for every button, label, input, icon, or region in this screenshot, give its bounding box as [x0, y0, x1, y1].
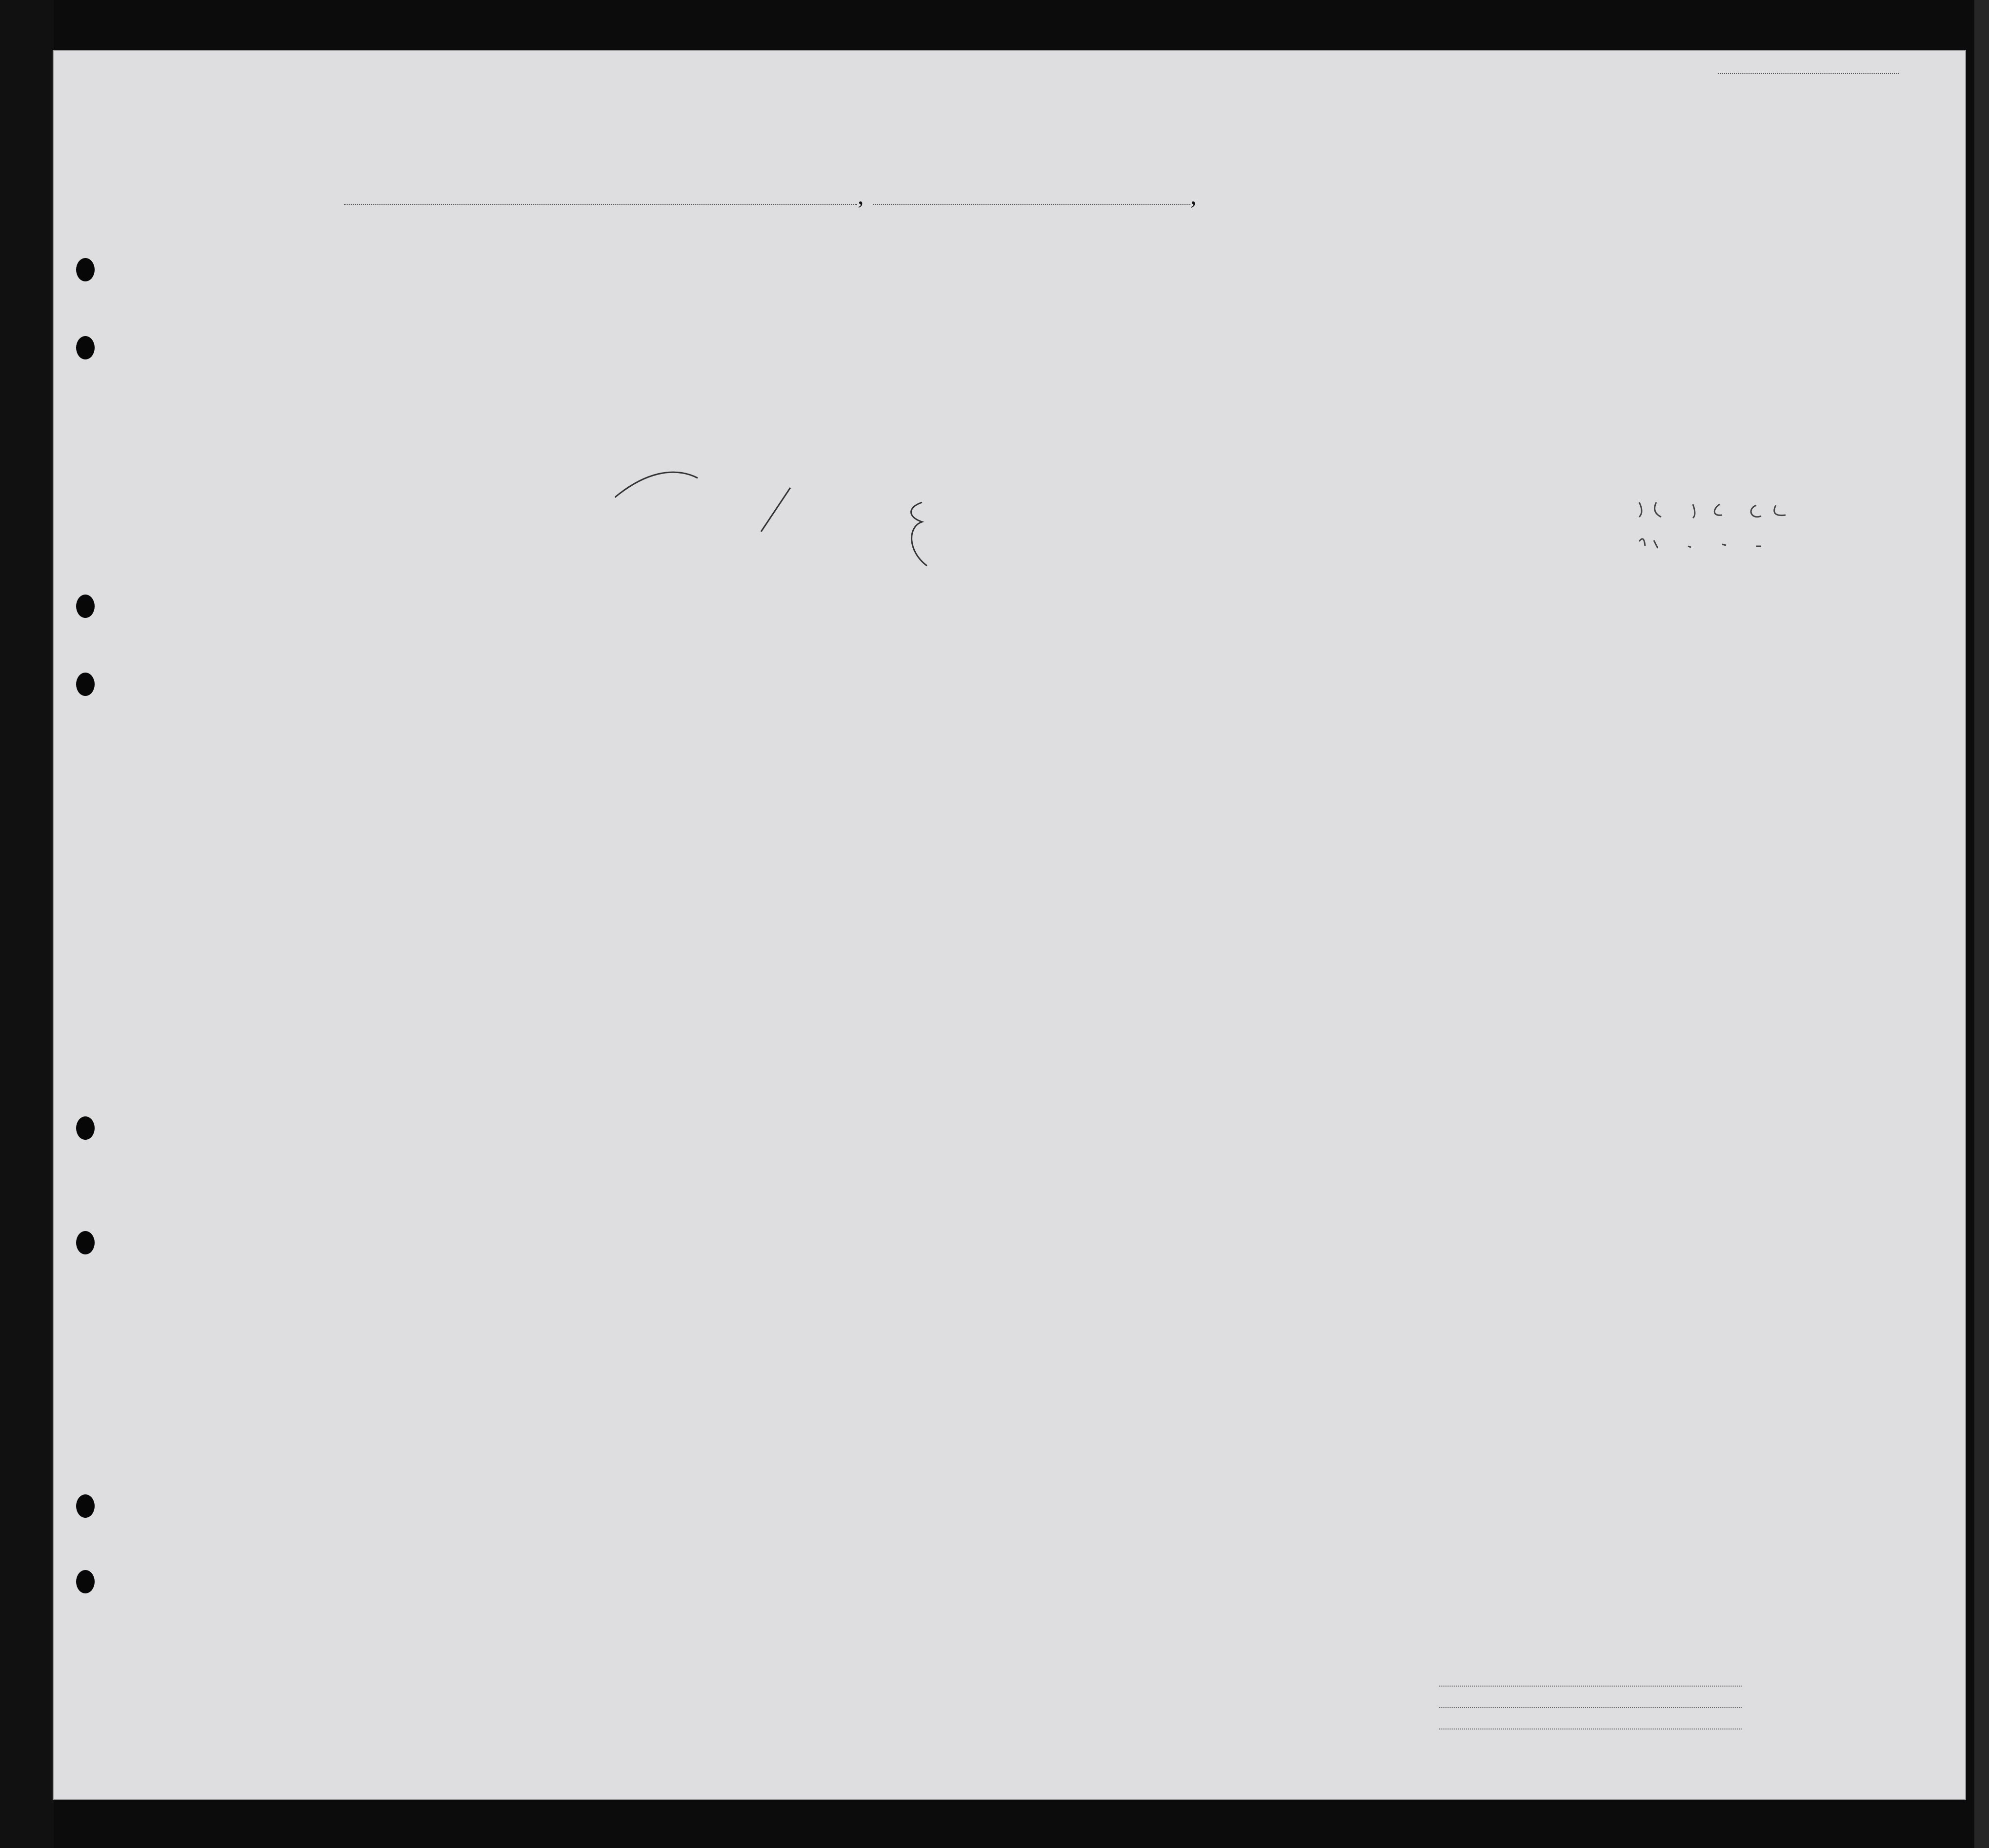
footer-line-underline [1439, 1686, 1742, 1687]
col-head-21 [710, 312, 735, 439]
page-edge [1974, 0, 1989, 1848]
binding-shadow [0, 0, 54, 1848]
punch-hole [76, 336, 95, 359]
separator-comma: , [1190, 182, 1197, 209]
col-head-34-feet [1637, 376, 1657, 444]
date-underline [873, 204, 1190, 205]
punch-hole [76, 1116, 95, 1140]
punch-hole [76, 1231, 95, 1254]
col-head-26 [1323, 315, 1346, 443]
punch-hole [76, 1570, 95, 1593]
footer-owners-underline [1439, 1707, 1742, 1708]
col-head-31 [1496, 315, 1519, 443]
punch-hole [76, 1494, 95, 1518]
punch-hole [76, 595, 95, 618]
col-head-27 [1349, 315, 1373, 443]
col-head-30 [1469, 315, 1493, 443]
col-head-24-a [1167, 344, 1199, 442]
col-head-24-c [1240, 344, 1277, 442]
punch-hole [76, 673, 95, 696]
handwritten-height-marks [1634, 497, 1810, 556]
col-head-28 [1377, 315, 1426, 443]
col-head-29 [1430, 315, 1466, 443]
col-head-34-inches [1661, 376, 1680, 444]
col-head-24-b [1201, 344, 1238, 442]
list-underline [1718, 73, 1899, 74]
separator-comma: , [858, 182, 864, 209]
col-head-19 [583, 312, 608, 439]
manifest-sheet [53, 50, 1966, 1800]
port-underline [344, 204, 857, 205]
punch-hole [76, 258, 95, 281]
col-head-25 [1280, 315, 1319, 443]
ruled-grid [54, 51, 1967, 1801]
handwritten-marks [615, 468, 1249, 585]
